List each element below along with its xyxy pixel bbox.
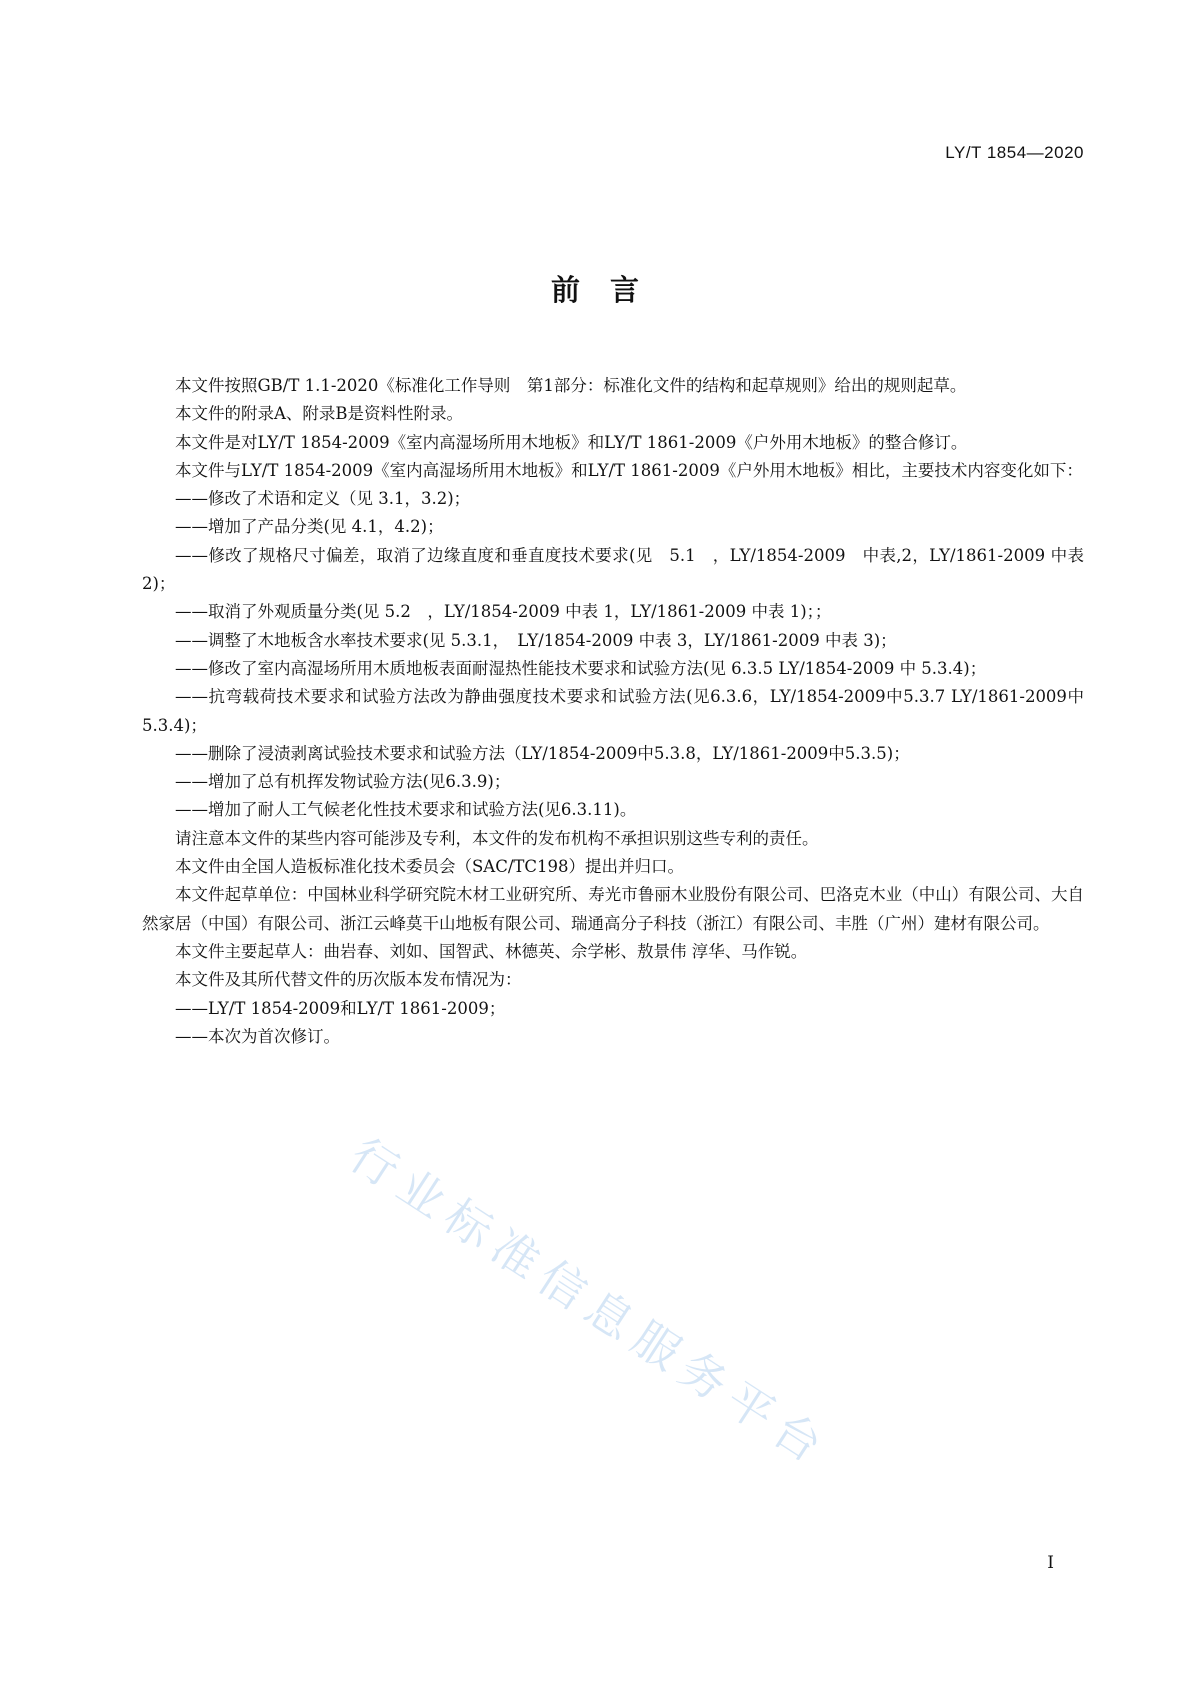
paragraph-revision-scope: 本文件是对LY/T 1854-2009《室内高湿场所用木地板》和LY/T 1861-2009《户外用木地板》的整合修订。 [175, 432, 968, 452]
paragraph-drafters: 本文件主要起草人：曲岩春、刘如、国智武、林德英、佘学彬、敖景伟 淳华、马作锐。 [175, 941, 808, 961]
paragraph-drafting-rules: 本文件按照GB/T 1.1-2020《标准化工作导则 第1部分：标准化文件的结构和起草规则》给出的规则起草。 [175, 376, 967, 395]
change-item: ——修改了室内高湿场所用木质地板表面耐湿热性能技术要求和试验方法(见 6.3.5 LY/1854-2009 中 5.3.4)； [175, 658, 987, 678]
watermark: 行业标准信息服务平台 [340, 1127, 840, 1478]
page-number: I [1047, 1553, 1054, 1573]
change-item: ——调整了木地板含水率技术要求(见 5.3.1， LY/1854-2009 中表 3，LY/1861-2009 中表 3)； [175, 630, 897, 650]
version-item: ——本次为首次修订。 [175, 1026, 340, 1046]
change-item: ——抗弯载荷技术要求和试验方法改为静曲强度技术要求和试验方法(见6.3.6，LY/1854-2009中5.3.7 LY/1861-2009中5.3.4)； [142, 687, 1084, 735]
page-title: 前言 [550, 273, 669, 307]
paragraph-version-history: 本文件及其所代替文件的历次版本发布情况为： [175, 970, 522, 990]
document-body [142, 372, 1084, 1051]
paragraph-patent-notice: 请注意本文件的某些内容可能涉及专利，本文件的发布机构不承担识别这些专利的责任。 [175, 828, 819, 848]
paragraph-appendices: 本文件的附录A、附录B是资料性附录。 [175, 404, 464, 424]
paragraph-changes-intro: 本文件与LY/T 1854-2009《室内高湿场所用木地板》和LY/T 1861-2009《户外用木地板》相比，主要技术内容变化如下： [175, 460, 1083, 480]
standard-code: LY/T 1854—2020 [945, 143, 1084, 162]
change-item: ——增加了总有机挥发物试验方法(见6.3.9)； [175, 772, 511, 792]
change-item: ——修改了术语和定义（见 3.1，3.2)； [175, 489, 471, 509]
change-item: ——修改了规格尺寸偏差，取消了边缘直度和垂直度技术要求(见 5.1 ，LY/1854-2009 中表,2，LY/1861-2009 中表 2)； [142, 545, 1084, 594]
change-item: ——取消了外观质量分类(见 5.2 ，LY/1854-2009 中表 1，LY/1861-2009 中表 1)；； [175, 602, 832, 622]
paragraph-drafting-units: 本文件起草单位：中国林业科学研究院木材工业研究所、寿光市鲁丽木业股份有限公司、巴洛克木业（中山）有限公司、大自然家居（中国）有限公司、浙江云峰莫干山地板有限公司、瑞通高分子科技（浙江）有限公司、丰胜（广州）建材有限公司。 [142, 885, 1084, 933]
change-item: ——增加了耐人工气候老化性技术要求和试验方法(见6.3.11)。 [175, 800, 637, 820]
change-item: ——增加了产品分类(见 4.1，4.2)； [175, 517, 444, 537]
version-item: ——LY/T 1854-2009和LY/T 1861-2009； [175, 998, 506, 1018]
paragraph-committee: 本文件由全国人造板标准化技术委员会（SAC/TC198）提出并归口。 [175, 857, 685, 877]
change-item: ——删除了浸渍剥离试验技术要求和试验方法（LY/1854-2009中5.3.8，LY/1861-2009中5.3.5)； [175, 743, 910, 763]
